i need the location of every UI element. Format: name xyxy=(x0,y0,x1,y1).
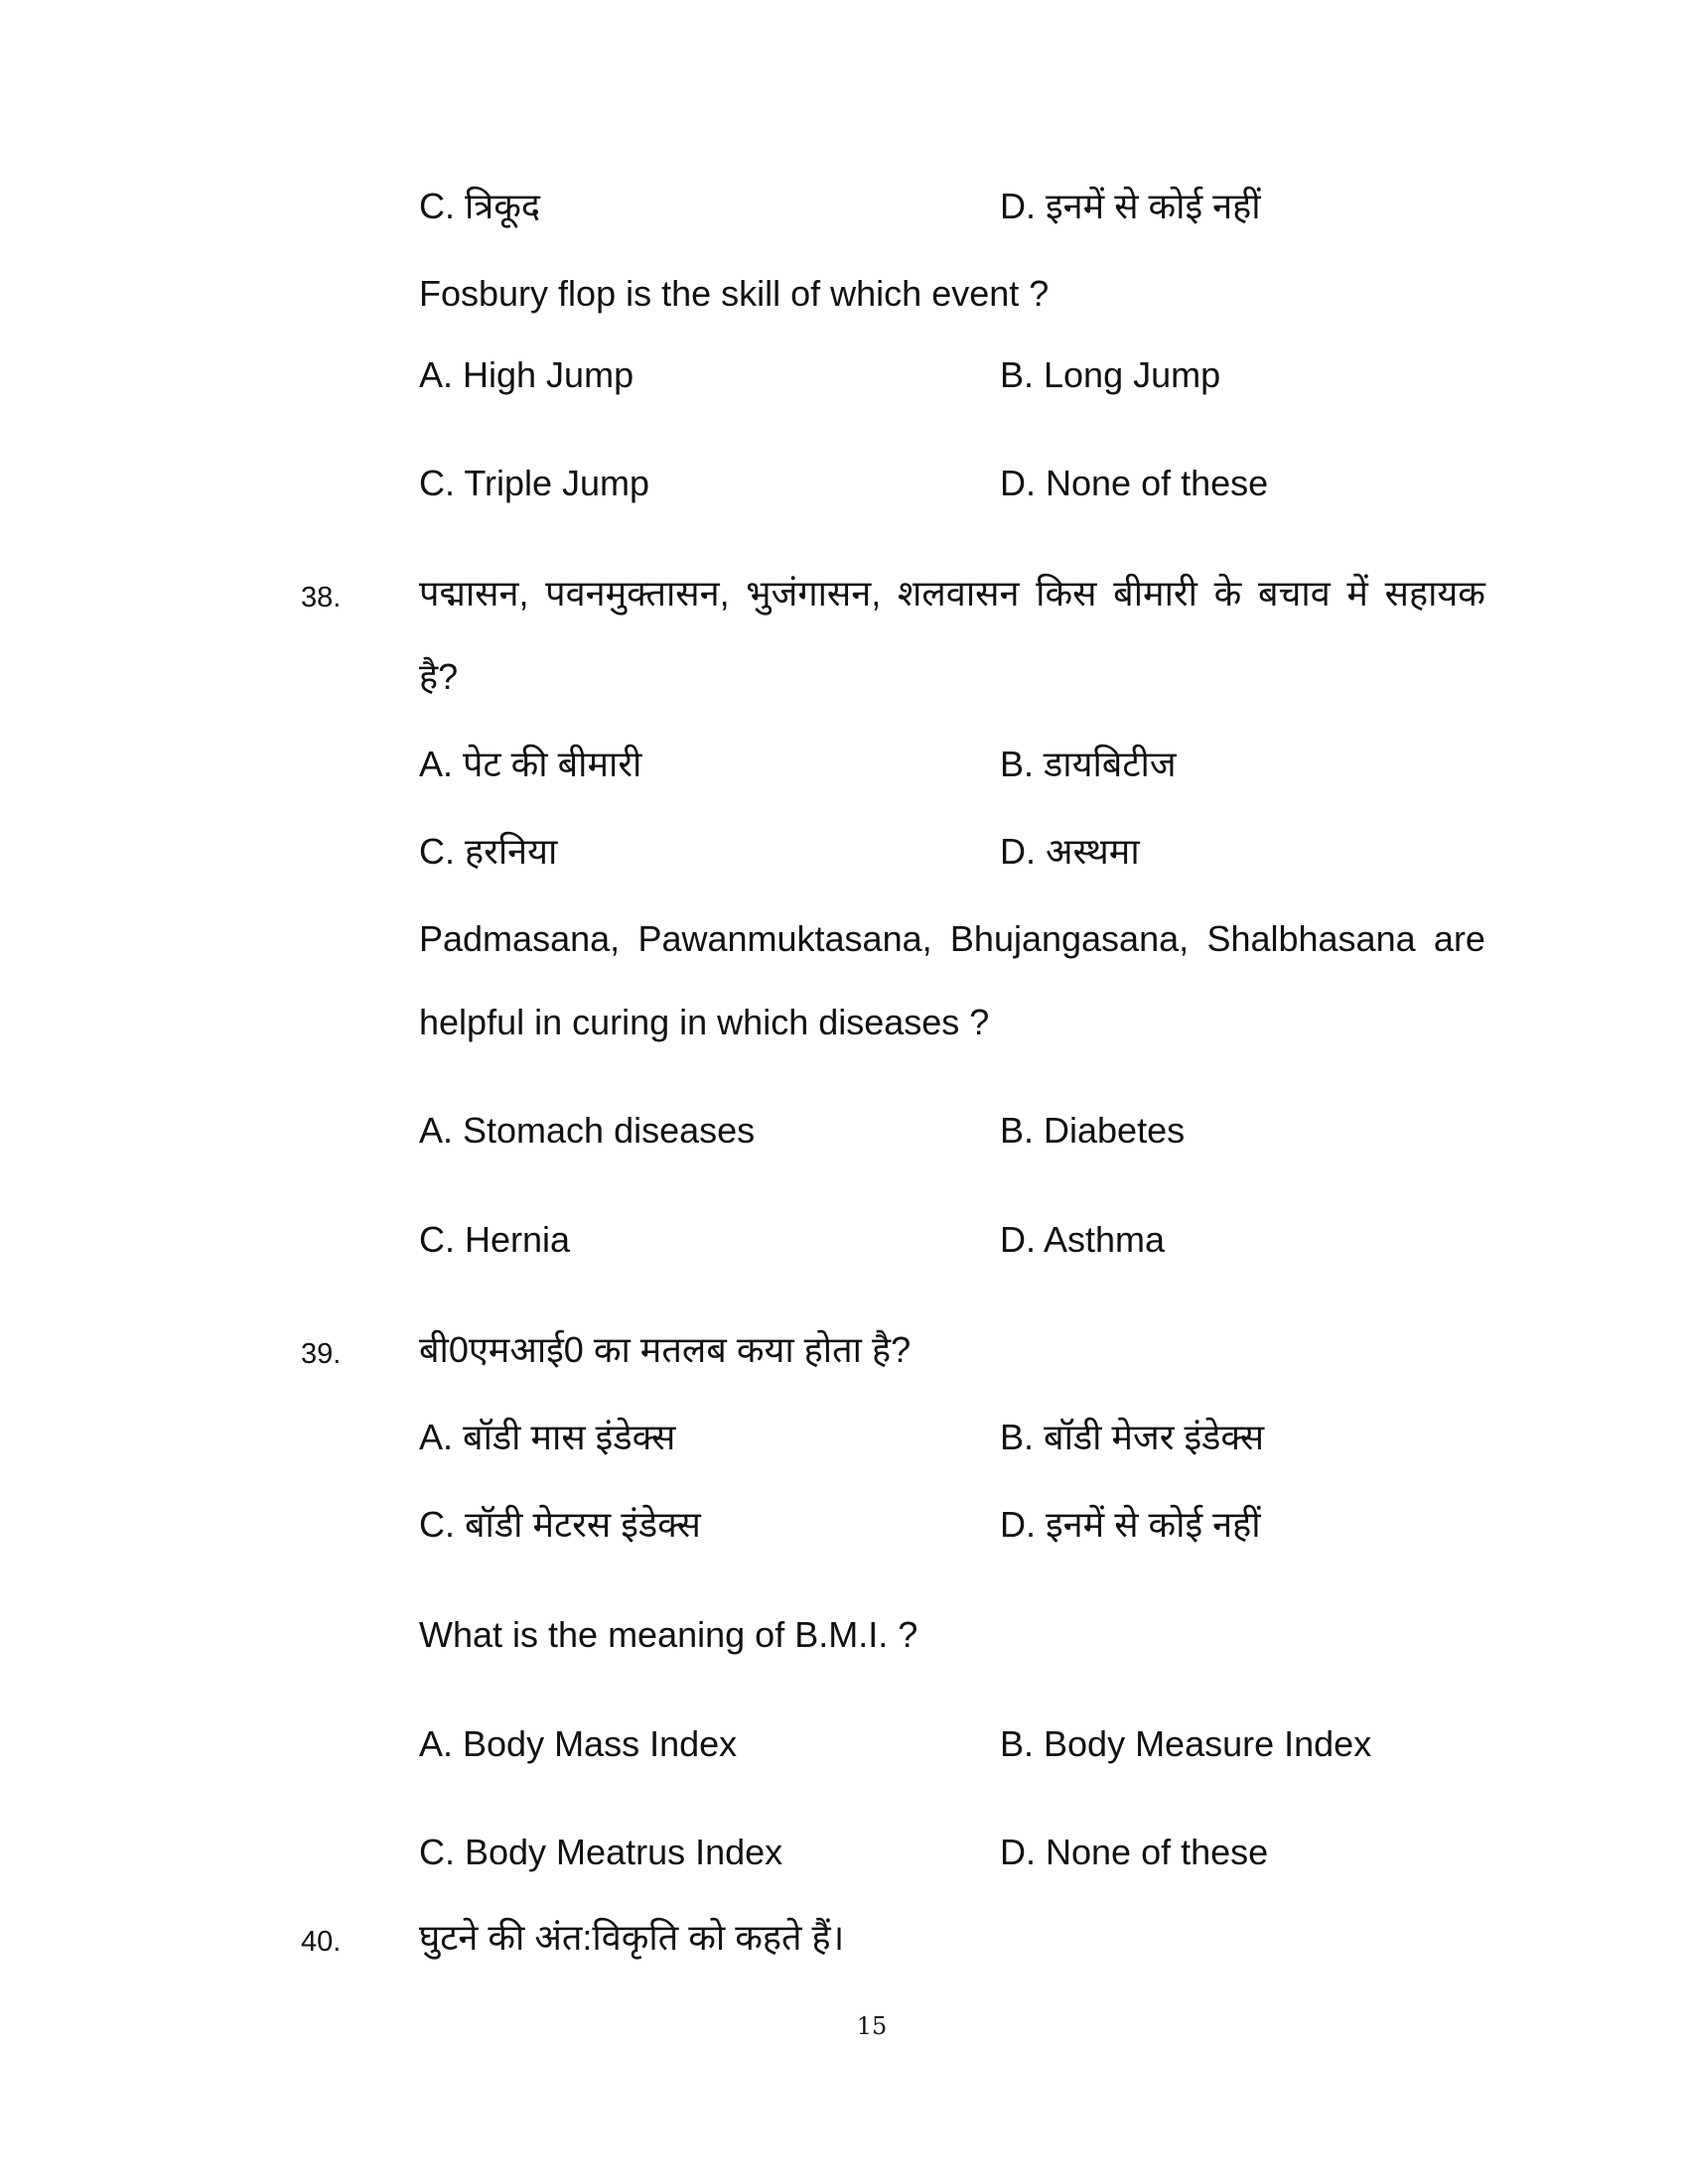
word: Pawanmuktasana, xyxy=(637,918,932,959)
option-d: D. इनमें से कोई नहीं xyxy=(1000,186,1261,226)
word: पवनमुक्तासन, xyxy=(545,573,730,614)
option-d: D. None of these xyxy=(1000,1832,1269,1872)
word: Bhujangasana, xyxy=(949,918,1190,959)
option-c: C. त्रिकूद xyxy=(419,186,540,226)
question-text-en: Fosbury flop is the skill of which event ? xyxy=(419,273,1050,314)
word: किस xyxy=(1036,573,1097,614)
option-a: A. बॉडी मास इंडेक्स xyxy=(419,1417,676,1457)
question-number: 40. xyxy=(301,1926,342,1958)
word: के xyxy=(1213,573,1242,614)
option-d: D. अस्थमा xyxy=(1000,831,1140,872)
option-a: A. Stomach diseases xyxy=(419,1110,756,1151)
word: सहायक xyxy=(1384,573,1485,614)
question-text-hi-line1 xyxy=(419,572,1485,615)
option-c: C. बॉडी मेटरस इंडेक्स xyxy=(419,1504,701,1545)
question-text-en-line1 xyxy=(419,917,1485,961)
option-b: B. Long Jump xyxy=(1000,354,1221,395)
question-text-hi-line2: है? xyxy=(419,656,459,697)
word: में xyxy=(1346,573,1368,614)
word: पद्मासन, xyxy=(419,573,529,614)
option-d: D. Asthma xyxy=(1000,1219,1166,1260)
word: are xyxy=(1433,918,1485,959)
option-a: A. High Jump xyxy=(419,354,634,395)
option-d: D. इनमें से कोई नहीं xyxy=(1000,1504,1261,1545)
option-b: B. डायबिटीज xyxy=(1000,744,1177,784)
question-number: 39. xyxy=(301,1338,342,1370)
word: भुजंगासन, xyxy=(746,573,882,614)
option-c: C. Hernia xyxy=(419,1219,571,1260)
option-b: B. बॉडी मेजर इंडेक्स xyxy=(1000,1417,1265,1457)
question-text-hi: बी0एमआई0 का मतलब कया होता है? xyxy=(419,1329,912,1370)
option-c: C. Body Meatrus Index xyxy=(419,1832,783,1872)
word: Padmasana, xyxy=(419,918,621,959)
page-number: 15 xyxy=(856,2012,888,2040)
option-c: C. हरनिया xyxy=(419,831,558,872)
option-b: B. Diabetes xyxy=(1000,1110,1186,1151)
word: शलवासन xyxy=(897,573,1020,614)
option-c: C. Triple Jump xyxy=(419,463,650,503)
question-text-en: What is the meaning of B.M.I. ? xyxy=(419,1614,918,1655)
word: Shalbhasana xyxy=(1206,918,1416,959)
question-text-en-line2: helpful in curing in which diseases ? xyxy=(419,1002,990,1042)
option-b: B. Body Measure Index xyxy=(1000,1723,1372,1764)
question-text-hi: घुटने की अंत:विकृति को कहते हैं। xyxy=(419,1917,845,1958)
question-number: 38. xyxy=(301,582,342,614)
option-a: A. पेट की बीमारी xyxy=(419,744,642,784)
word: बीमारी xyxy=(1113,573,1197,614)
option-a: A. Body Mass Index xyxy=(419,1723,738,1764)
word: बचाव xyxy=(1257,573,1331,614)
option-d: D. None of these xyxy=(1000,463,1269,503)
